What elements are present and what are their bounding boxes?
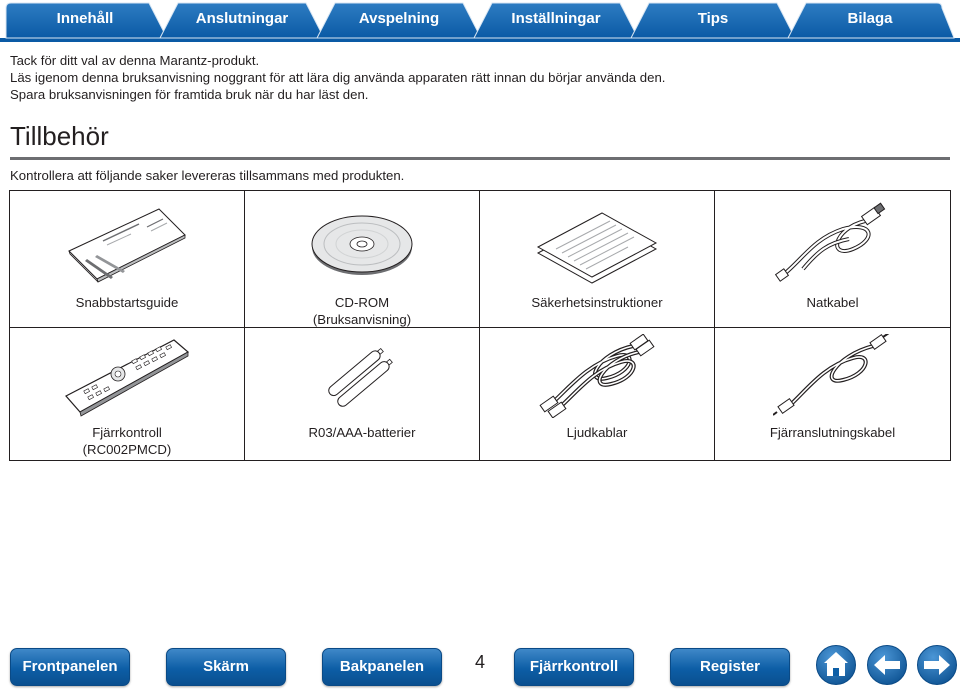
accessory-name: Säkerhetsinstruktioner	[531, 295, 663, 310]
accessory-caption	[480, 424, 714, 441]
tab-anslutningar[interactable]: Anslutningar	[195, 10, 289, 27]
accessory-caption	[480, 294, 714, 311]
intro-line: Läs igenom denna bruksanvisning noggrant för att lära dig använda apparaten rätt innan du börjar använda den.	[10, 70, 666, 86]
accessory-caption	[715, 424, 950, 441]
tab-tips[interactable]: Tips	[697, 10, 729, 27]
section-divider	[10, 157, 950, 160]
accessory-cell	[715, 191, 950, 328]
batteries-icon	[322, 334, 402, 418]
remote-control-icon	[62, 334, 192, 418]
accessories-table	[9, 190, 951, 461]
accessory-cell	[10, 328, 245, 460]
page-number: 4	[474, 652, 485, 672]
remote-control-button[interactable]: Fjärrkontroll	[514, 648, 634, 686]
accessory-caption	[10, 424, 244, 458]
display-button[interactable]: Skärm	[166, 648, 286, 686]
accessory-cell	[480, 191, 715, 328]
intro-text	[10, 52, 950, 104]
cd-rom-icon	[307, 199, 417, 285]
top-tab-bar	[0, 0, 960, 44]
accessory-name: CD-ROM	[334, 295, 390, 310]
accessory-name: Fjärranslutningskabel	[769, 425, 896, 440]
rear-panel-button[interactable]: Bakpanelen	[322, 648, 442, 686]
power-cable-icon	[773, 199, 893, 289]
accessory-note: (RC002PMCD)	[82, 442, 172, 457]
home-icon[interactable]	[815, 644, 857, 686]
accessory-cell	[715, 328, 950, 460]
accessory-name: Fjärrkontroll	[92, 425, 162, 440]
back-arrow-icon[interactable]	[866, 644, 908, 686]
front-panel-button[interactable]: Frontpanelen	[10, 648, 130, 686]
papers-icon	[532, 199, 662, 289]
accessory-cell	[10, 191, 245, 328]
tab-bilaga[interactable]: Bilaga	[847, 10, 893, 27]
accessory-name: Natkabel	[806, 295, 859, 310]
booklet-icon	[67, 199, 187, 289]
audio-cable-icon	[537, 334, 657, 418]
accessory-cell	[245, 191, 480, 328]
accessory-caption	[10, 294, 244, 311]
accessory-name: Snabbstartsguide	[75, 295, 179, 310]
accessory-cell	[245, 328, 480, 460]
accessory-caption	[245, 424, 479, 441]
accessory-caption	[715, 294, 950, 311]
accessory-cell	[480, 328, 715, 460]
accessory-name: R03/AAA-batterier	[308, 425, 416, 440]
forward-arrow-icon[interactable]	[916, 644, 958, 686]
accessory-note: (Bruksanvisning)	[312, 312, 412, 327]
accessory-name: Ljudkablar	[566, 425, 628, 440]
tab-installningar[interactable]: Inställningar	[511, 10, 601, 27]
intro-line: Tack för ditt val av denna Marantz-produkt.	[10, 53, 260, 68]
index-button[interactable]: Register	[670, 648, 790, 686]
section-description: Kontrollera att följande saker levereras tillsammans med produkten.	[10, 168, 405, 183]
accessory-caption	[245, 294, 479, 328]
tab-innehall[interactable]: Innehåll	[56, 10, 114, 27]
intro-line: Spara bruksanvisningen för framtida bruk när du har läst den.	[10, 87, 369, 103]
remote-connection-cable-icon	[773, 334, 893, 418]
tab-avspelning[interactable]: Avspelning	[358, 10, 440, 27]
section-title: Tillbehör	[10, 121, 109, 151]
